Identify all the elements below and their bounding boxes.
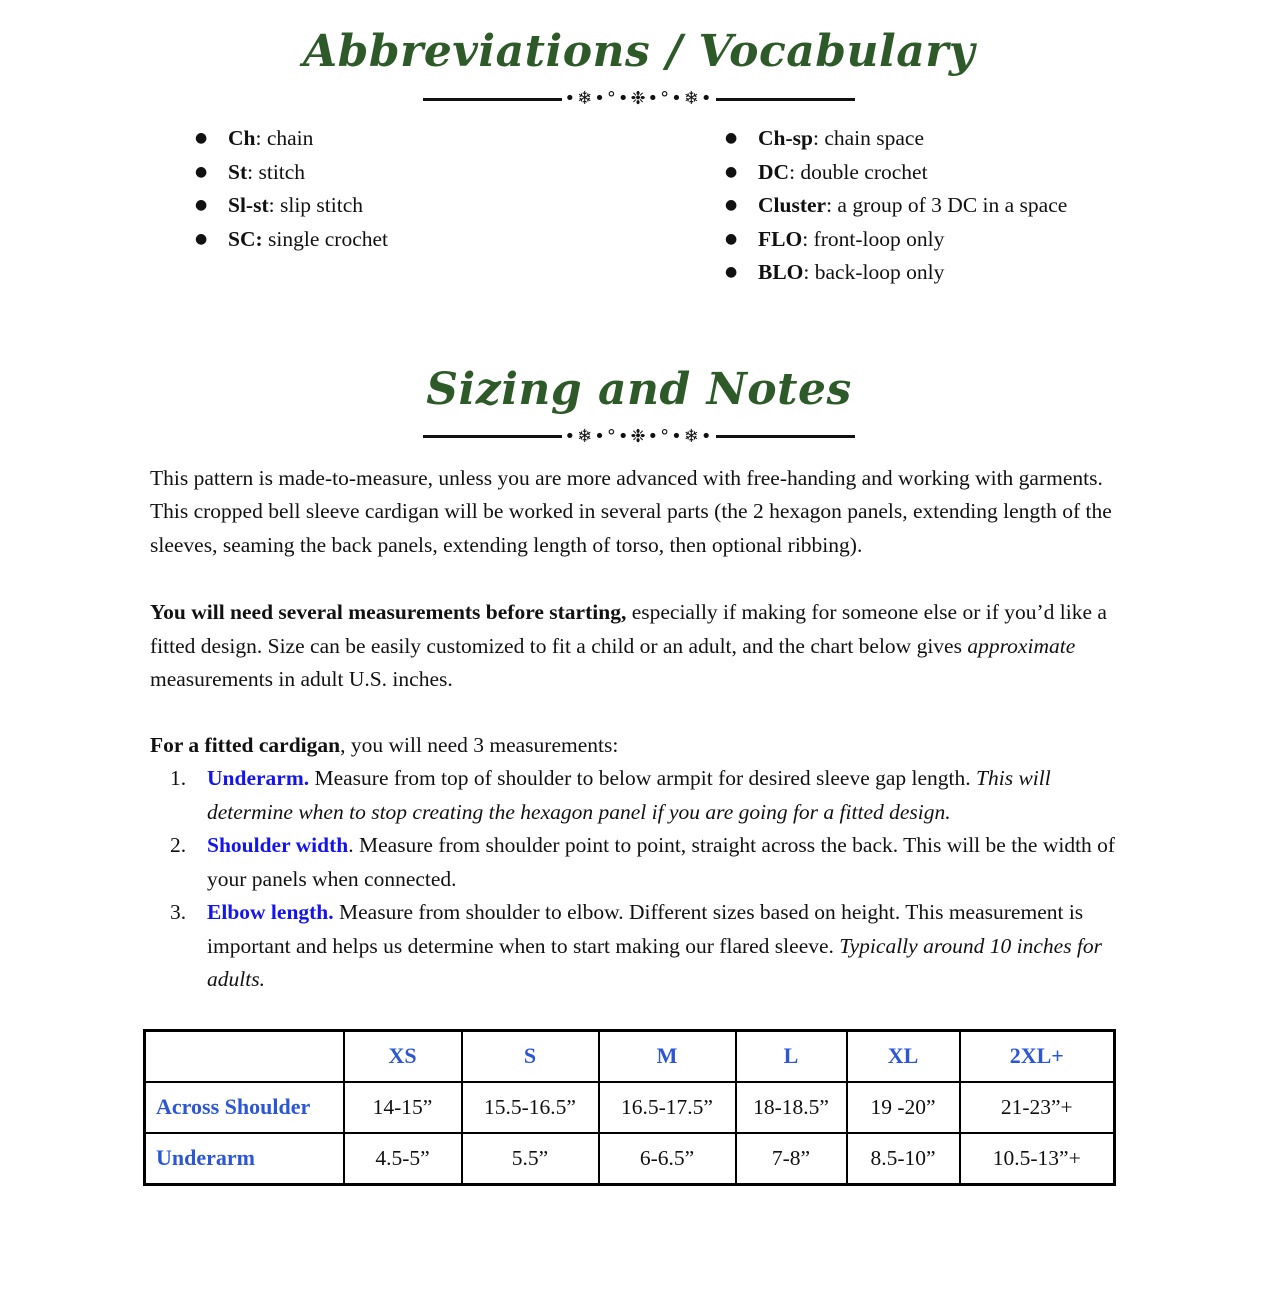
header-l: L xyxy=(736,1030,847,1082)
abbr-definition: : back-loop only xyxy=(803,260,945,284)
abbreviations-list-right xyxy=(680,122,1128,290)
document-page xyxy=(0,24,1284,1299)
abbr-item xyxy=(680,122,1128,156)
abbr-definition: : a group of 3 DC in a space xyxy=(826,193,1068,217)
bullet-icon: ● xyxy=(725,230,738,247)
header-2xl: 2XL+ xyxy=(960,1030,1115,1082)
ornamental-divider xyxy=(423,424,855,450)
abbreviations-lists xyxy=(150,122,1128,290)
abbr-term: Ch-sp xyxy=(758,126,813,150)
table-cell: 19 -20” xyxy=(847,1082,960,1133)
item-body: Measure from top of shoulder to below armpit for desired sleeve gap length. xyxy=(309,766,977,790)
item-body: Measure from shoulder to elbow. Different sizes based on height. This measurement is important and helps us determine when to start making our flared sleeve. xyxy=(207,900,1084,958)
table-cell: 16.5-17.5” xyxy=(599,1082,736,1133)
abbr-item xyxy=(680,223,1128,257)
table-header-row xyxy=(145,1030,1115,1082)
item-body: . Measure from shoulder point to point, straight across the back. This will be the width of your panels when connected. xyxy=(207,833,1116,891)
fitted-cardigan-bold: For a fitted cardigan xyxy=(150,732,341,757)
abbreviations-heading: Abbreviations / Vocabulary xyxy=(303,26,975,77)
abbr-item xyxy=(680,189,1128,223)
table-cell: 6-6.5” xyxy=(599,1133,736,1185)
row-label: Across Shoulder xyxy=(145,1082,344,1133)
item-italic-note: This will determine when to stop creating the hexagon panel if you are going for a fitted design. xyxy=(207,766,1051,824)
intro-paragraph: This pattern is made-to-measure, unless you are more advanced with free-handing and working with garments. This cropped bell sleeve cardigan will be worked in several parts (the 2 hexagon panels, extending length of the sleeves, seaming the back panels, extending length of torso, then optional ribbing). xyxy=(150,465,1112,557)
term-elbow-length: Elbow length. xyxy=(207,900,334,924)
abbreviations-list-left xyxy=(150,122,680,290)
table-cell: 10.5-13”+ xyxy=(960,1133,1115,1185)
abbr-definition: : chain xyxy=(255,126,314,150)
measurements-bold-lead: You will need several measurements before starting, xyxy=(150,600,627,624)
abbr-item xyxy=(150,122,680,156)
item-text xyxy=(207,762,1128,829)
header-empty xyxy=(145,1030,344,1082)
abbr-term: DC xyxy=(758,159,790,184)
table-cell: 15.5-16.5” xyxy=(462,1082,599,1133)
item-text xyxy=(207,896,1128,997)
table-cell: 8.5-10” xyxy=(847,1133,960,1185)
abbr-item xyxy=(150,156,680,190)
abbr-definition: single crochet xyxy=(262,226,389,251)
sizing-heading: Sizing and Notes xyxy=(426,363,852,415)
table-cell: 21-23”+ xyxy=(960,1082,1115,1133)
header-xs: XS xyxy=(344,1030,462,1082)
abbr-item xyxy=(150,189,680,223)
table-cell: 18-18.5” xyxy=(736,1082,847,1133)
snowflake-ornament-icon: •❄•°•❉•°•❄• xyxy=(564,88,714,109)
abbr-term: Ch xyxy=(228,126,256,150)
divider-line-left xyxy=(423,98,562,101)
list-item-elbow-length xyxy=(150,896,1128,997)
abbr-term: BLO xyxy=(758,260,804,284)
abbr-definition: : front-loop only xyxy=(802,226,945,251)
fitted-cardigan-text: , you will need 3 measurements: xyxy=(340,732,619,757)
header-m: M xyxy=(599,1030,736,1082)
measurements-numbered-list xyxy=(150,762,1128,997)
term-shoulder-width: Shoulder width xyxy=(207,833,349,857)
list-item-underarm xyxy=(150,762,1128,829)
item-number: 1. xyxy=(170,766,187,790)
divider-line-right xyxy=(716,98,855,101)
header-xl: XL xyxy=(847,1030,960,1082)
divider-line-right xyxy=(716,435,855,438)
ornamental-divider xyxy=(423,86,855,112)
abbr-item xyxy=(680,156,1128,190)
bullet-icon: ● xyxy=(195,230,208,247)
abbr-definition: : stitch xyxy=(247,159,306,184)
abbr-term: Sl-st xyxy=(228,193,269,217)
abbr-term: St xyxy=(228,159,248,184)
list-item-shoulder-width xyxy=(150,829,1128,896)
table-cell: 7-8” xyxy=(736,1133,847,1185)
row-label: Underarm xyxy=(145,1133,344,1185)
table-cell: 14-15” xyxy=(344,1082,462,1133)
abbr-term: FLO xyxy=(758,226,803,251)
abbr-item xyxy=(680,256,1128,290)
item-text xyxy=(207,829,1128,896)
abbr-term: SC: xyxy=(228,226,263,251)
abbr-term: Cluster xyxy=(758,193,827,217)
bullet-icon: ● xyxy=(725,264,738,280)
term-underarm: Underarm. xyxy=(207,766,310,790)
measurements-text-1: especially if making for someone else or if you’d like a fitted design. Size can be easily customized to fit a child or an adult, and the chart below gives xyxy=(150,600,1107,658)
bullet-icon: ● xyxy=(725,163,738,180)
abbr-item xyxy=(150,223,680,257)
item-number: 2. xyxy=(170,833,187,857)
header-s: S xyxy=(462,1030,599,1082)
divider-line-left xyxy=(423,435,562,438)
table-cell: 5.5” xyxy=(462,1133,599,1185)
item-number: 3. xyxy=(170,900,187,924)
table-row-across-shoulder xyxy=(145,1082,1115,1133)
approximate-italic: approximate xyxy=(967,633,1076,658)
bullet-icon: ● xyxy=(725,130,738,146)
abbr-definition: : double crochet xyxy=(789,159,928,184)
bullet-icon: ● xyxy=(195,197,208,213)
item-italic-note: Typically around 10 inches for adults. xyxy=(207,933,1103,991)
bullet-icon: ● xyxy=(195,163,208,180)
abbr-definition: : slip stitch xyxy=(268,193,363,217)
table-cell: 4.5-5” xyxy=(344,1133,462,1185)
abbr-definition: : chain space xyxy=(812,126,924,150)
measurements-paragraph xyxy=(150,596,1128,697)
bullet-icon: ● xyxy=(725,197,738,213)
snowflake-ornament-icon: •❄•°•❉•°•❄• xyxy=(564,425,714,447)
measurements-text-2: measurements in adult U.S. inches. xyxy=(150,667,453,691)
bullet-icon: ● xyxy=(195,130,208,146)
table-row-underarm xyxy=(145,1133,1115,1185)
sizing-chart-table xyxy=(143,1029,1116,1186)
fitted-cardigan-lead xyxy=(150,729,1128,763)
